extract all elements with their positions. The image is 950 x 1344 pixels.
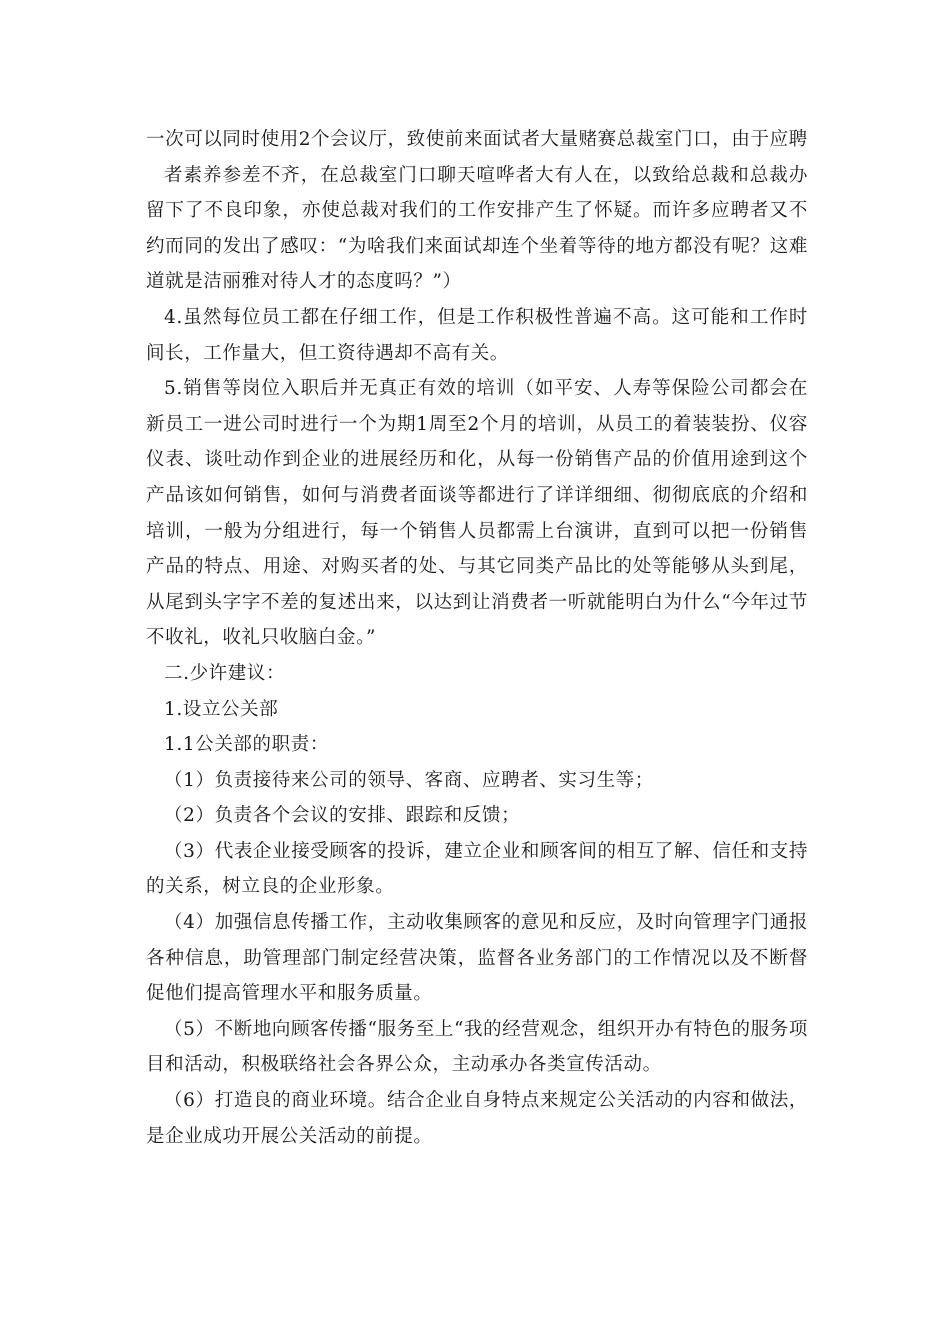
section-heading-suggestions: 二.少许建议： — [164, 662, 286, 684]
paragraph-applicant-quality: 者素养参差不齐，在总裁室门口聊天喧哗者大有人在，以致给总裁和总裁办留下了不良印象，亦使总裁对我们的工作安排产生了怀疑。而许多应聘者又不约而同的发出了感叹：“为啥我们来面试却连个坐着等待的地方都没有呢？这难道就是洁丽雅对待人才的态度吗？”） — [146, 164, 808, 293]
document-body — [146, 122, 808, 1154]
duty-item-5: （5）不断地向顾客传播“服务至上“我的经营观念，组织开办有特色的服务项目和活动，积极联络社会各界公众，主动承办各类宣传活动。 — [146, 1018, 808, 1076]
subheading-set-up-pr-dept: 1.设立公关部 — [164, 698, 279, 720]
paragraph-item-4-motivation: 4.虽然每位员工都在仔细工作，但是工作积极性普遍不高。这可能和工作时间长，工作量大，但工资待遇却不高有关。 — [146, 306, 808, 364]
duty-item-2: （2）负责各个会议的安排、跟踪和反馈； — [164, 805, 521, 827]
paragraph-continuation-meeting-halls: 一次可以同时使用2个会议厅，致使前来面试者大量赌赛总裁室门口，由于应聘 — [146, 129, 808, 150]
duty-item-1: （1）负责接待来公司的领导、客商、应聘者、实习生等； — [164, 769, 654, 791]
subheading-pr-duties: 1.1公关部的职责： — [164, 734, 329, 756]
duty-item-4: （4）加强信息传播工作，主动收集顾客的意见和反应，及时向管理字门通报各种信息，助管理部门制定经营决策，监督各业务部门的工作情况以及不断督促他们提高管理水平和服务质量。 — [146, 912, 808, 1005]
paragraph-item-5-training: 5.销售等岗位入职后并无真正有效的培训（如平安、人寿等保险公司都会在新员工一进公司时进行一个为期1周至2个月的培训，从员工的着装装扮、仪容仪表、谈吐动作到企业的进展经历和化，从每一份销售产品的价值用途到这个产品该如何销售，如何与消费者面谈等都进行了详详细细、彻彻底底的介绍和培训，一般为分组进行，每一个销售人员都需上台演讲，直到可以把一份销售产品的特点、用途、对购买者的处、与其它同类产品比的处等能够从头到尾，从尾到头字字不差的复述出来，以达到让消费者一听就能明白为什么“今年过节不收礼，收礼只收脑白金。” — [146, 378, 808, 649]
duty-item-6: （6）打造良的商业环境。结合企业自身特点来规定公关活动的内容和做法，是企业成功开展公关活动的前提。 — [146, 1090, 808, 1147]
duty-item-3: （3）代表企业接受顾客的投诉，建立企业和顾客间的相互了解、信任和支持的关系，树立良的企业形象。 — [146, 840, 808, 898]
